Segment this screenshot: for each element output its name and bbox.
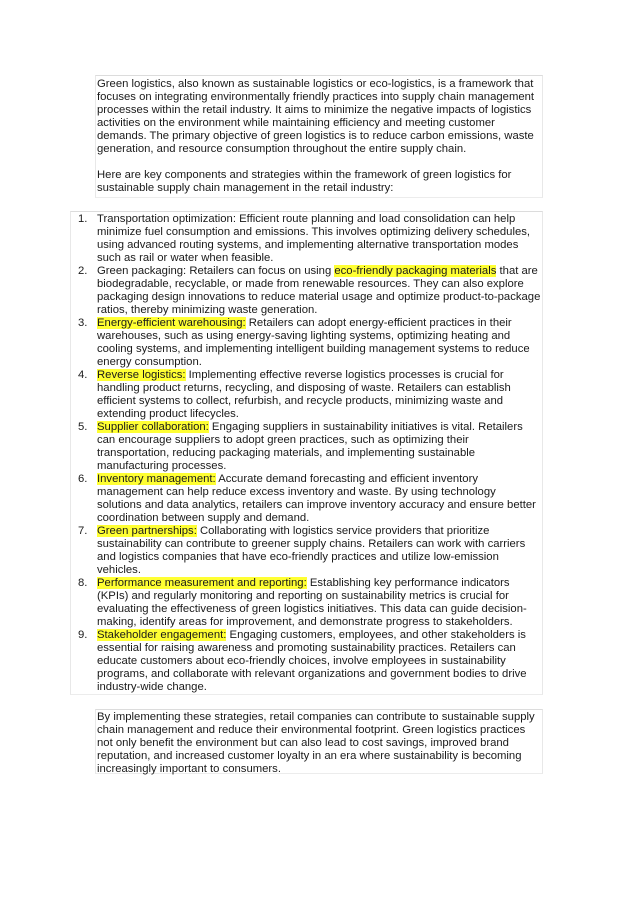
list-item-text: Collaborating with logistics service providers that prioritize sustainability can contribute to greener supply chains. Retailers can work with carriers and logistics companies that have eco-friendly practices and utilize low-emission vehicles. (97, 525, 526, 576)
highlighted-heading: Green partnerships: (97, 525, 197, 537)
list-item-text: Accurate demand forecasting and efficient inventory management can help reduce excess inventory and waste. By using technology solutions and data analytics, retailers can improve inventory accuracy and ensure better coordination between supply and demand. (97, 473, 536, 524)
intro-paragraph: Green logistics, also known as sustainable logistics or eco-logistics, is a framework that focuses on integrating environmentally friendly practices into supply chain management processes within the retail industry. It aims to minimize the negative impacts of logistics activities on the environment while maintaining efficiency and meeting customer demands. The primary objective of green logistics is to reduce carbon emissions, waste generation, and resource consumption throughout the entire supply chain. (97, 78, 535, 155)
intro-lead-in-paragraph: Here are key components and strategies within the framework of green logistics for sustainable supply chain management in the retail industry: (97, 169, 512, 194)
highlighted-heading: Energy-efficient warehousing: (97, 317, 246, 329)
strategies-list (71, 213, 542, 694)
list-item-text: Transportation optimization: Efficient route planning and load consolidation can help minimize fuel consumption and emissions. This involves optimizing delivery schedules, using advanced routing systems, and implementing alternative transportation modes such as rail or water when feasible. (97, 213, 531, 264)
list-item (71, 213, 542, 265)
list-item (71, 369, 542, 421)
list-item-text: Engaging customers, employees, and other stakeholders is essential for raising awareness and promoting sustainability practices. Retailers can educate customers about eco-friendly choices, involve employees in sustainability programs, and collaborate with relevant organizations and government bodies to drive industry-wide change. (97, 629, 527, 693)
conclusion-section (95, 709, 543, 774)
list-item (71, 577, 542, 629)
list-item (71, 629, 542, 694)
list-item-number: 3. (78, 317, 88, 329)
highlighted-phrase: eco-friendly packaging materials (334, 265, 497, 277)
list-item-number: 1. (78, 213, 88, 225)
list-item (71, 473, 542, 525)
strategies-section (70, 211, 543, 695)
list-item-number: 2. (78, 265, 88, 277)
list-item-lead-text: Green packaging: Retailers can focus on using (97, 265, 335, 277)
list-item-text: Implementing effective reverse logistics processes is crucial for handling product returns, recycling, and disposing of waste. Retailers can establish efficient systems to collect, refurbish, and recycle products, minimizing waste and extending product lifecycles. (97, 369, 511, 420)
list-item-text: Engaging suppliers in sustainability initiatives is vital. Retailers can encourage suppliers to adopt green practices, such as optimizing their transportation, reducing packaging materials, and implementing sustainable manufacturing processes. (97, 421, 523, 472)
intro-section (95, 75, 543, 198)
list-item-number: 5. (78, 421, 88, 433)
list-item (71, 265, 542, 317)
list-item-number: 6. (78, 473, 88, 485)
highlighted-heading: Inventory management: (97, 473, 216, 485)
list-item-number: 7. (78, 525, 88, 537)
list-item-number: 4. (78, 369, 88, 381)
list-item-number: 8. (78, 577, 88, 589)
conclusion-paragraph: By implementing these strategies, retail companies can contribute to sustainable supply chain management and reduce their environmental footprint. Green logistics practices not only benefit the environment but can also lead to cost savings, improved brand reputation, and increased customer loyalty in an era where sustainability is becoming increasingly important to consumers. (97, 711, 535, 775)
list-item-number: 9. (78, 629, 88, 641)
list-item-text: that are biodegradable, recyclable, or made from renewable resources. They can also explore packaging design innovations to reduce material usage and optimize product-to-package ratios, thereby minimizing waste generation. (97, 265, 541, 316)
highlighted-heading: Supplier collaboration: (97, 421, 209, 433)
highlighted-heading: Reverse logistics: (97, 369, 186, 381)
list-item-text: Retailers can adopt energy-efficient practices in their warehouses, such as using energy-saving lighting systems, optimizing heating and cooling systems, and implementing intelligent building management systems to reduce energy consumption. (97, 317, 530, 368)
list-item (71, 421, 542, 473)
list-item (71, 525, 542, 577)
list-item (71, 317, 542, 369)
highlighted-heading: Performance measurement and reporting: (97, 577, 307, 589)
highlighted-heading: Stakeholder engagement: (97, 629, 227, 641)
list-item-text: Establishing key performance indicators (KPIs) and regularly monitoring and reporting on sustainability metrics is crucial for evaluating the effectiveness of green logistics initiatives. This data can guide decision-making, identify areas for improvement, and demonstrate progress to stakeholders. (97, 577, 527, 628)
